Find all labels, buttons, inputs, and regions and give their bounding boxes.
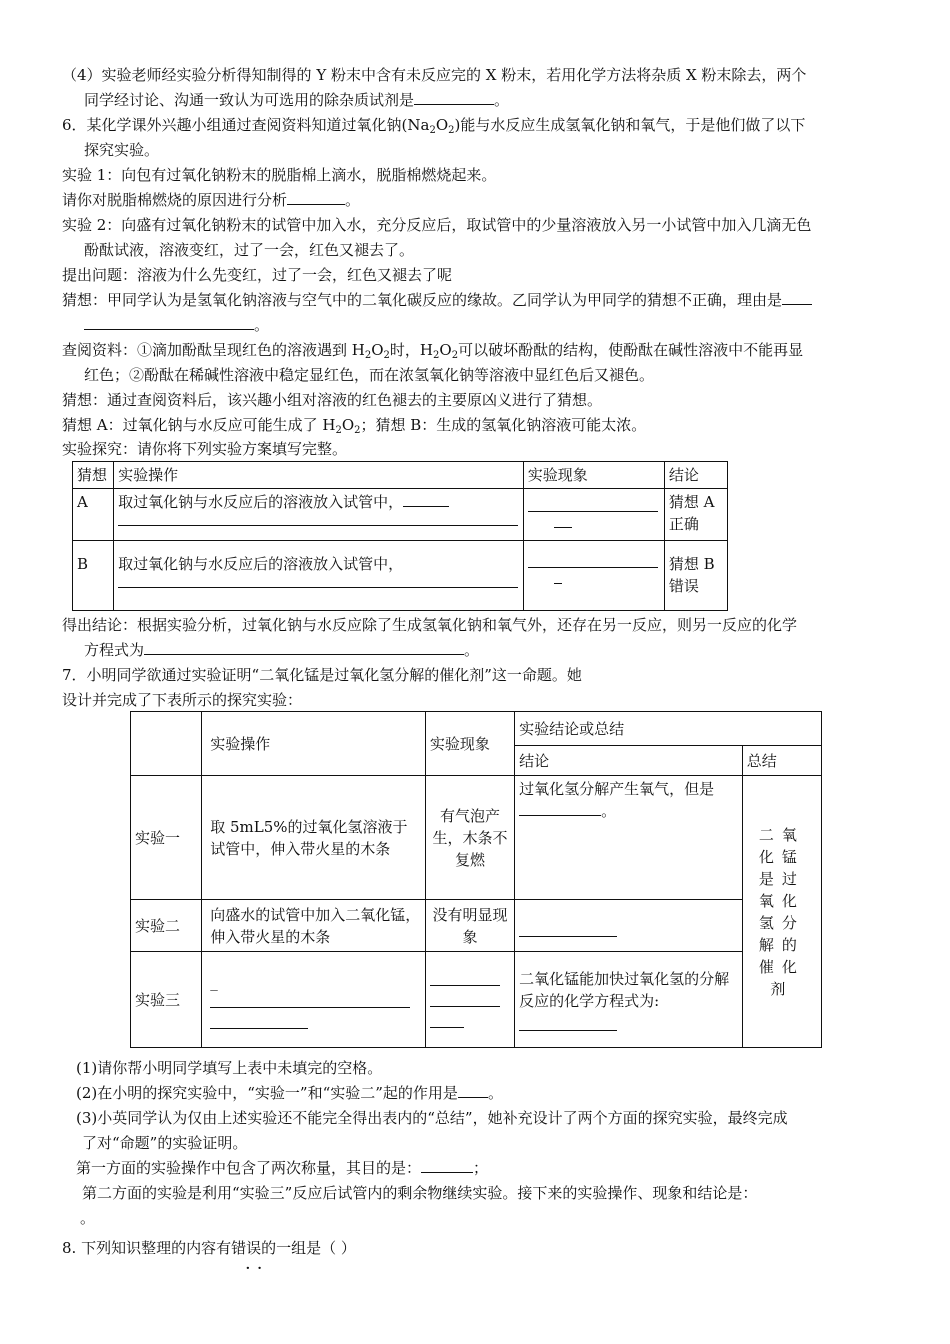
row-name: 实验三 [131, 952, 202, 1048]
op-mark: _ [210, 972, 218, 991]
q6-text: 请你对脱脂棉燃烧的原因进行分析 [62, 191, 288, 209]
q6-ref1 [62, 339, 910, 361]
q7-s4 [76, 1157, 910, 1179]
subscript: 2 [335, 425, 342, 436]
punct: ； [473, 1159, 489, 1177]
subscript: 2 [354, 425, 361, 436]
conclusion-text: 过氧化氢分解产生氧气，但是 [519, 780, 715, 798]
row-phenomenon [425, 952, 514, 1048]
q6-ref2: 红色；②酚酞在稀碱性溶液中稳定显红色，而在浓氢氧化钠等溶液中显红色后又褪色。 [84, 366, 655, 384]
answer-blank[interactable] [528, 553, 658, 568]
subscript: 2 [448, 125, 455, 136]
conclusion-text: 反应的化学方程式为: [519, 992, 660, 1010]
answer-blank[interactable] [528, 491, 658, 512]
punct: 。 [487, 1084, 503, 1102]
header-summary: 总结 [742, 746, 821, 776]
subscript: 2 [451, 350, 459, 361]
q7-s3-line1: (3)小英同学认为仅由上述实验还不能完全得出表内的“总结”，她补充设计了两个方面的探究实验，最终完成 [76, 1109, 788, 1127]
q7-s3-line2: 了对“命题”的实验证明。 [82, 1134, 248, 1152]
answer-blank[interactable] [287, 190, 345, 205]
q6-intro-text: O [435, 116, 449, 134]
empty-header [131, 712, 202, 776]
punct: 。 [345, 191, 361, 209]
row-phenomenon [523, 489, 664, 541]
q6-text: 方程式为 [84, 641, 145, 659]
answer-blank[interactable] [458, 1083, 488, 1098]
header-operation: 实验操作 [202, 712, 426, 776]
q6-text: O [371, 341, 384, 359]
answer-blank[interactable] [782, 290, 812, 305]
row-operation [114, 489, 524, 541]
answer-blank[interactable] [210, 1014, 308, 1029]
q8-question: 8. 下列知识整理的内容有错误的一组是（ ） [62, 1239, 356, 1257]
answer-blank[interactable] [430, 971, 500, 986]
q7-text: (2)在小明的探究实验中，“实验一”和“实验二”起的作用是 [76, 1084, 458, 1102]
q6-text: O [439, 341, 452, 359]
q6-experiment-table [72, 461, 728, 611]
q6-text: ；猜想 B：生成的氢氧化钠溶液可能太浓。 [360, 416, 647, 434]
q6-text: 查阅资料：①滴加酚酞呈现红色的溶液遇到 H [62, 341, 365, 359]
row-conclusion: 猜想 B 错误 [664, 541, 727, 611]
answer-blank[interactable] [430, 992, 500, 1007]
q7-s5: 第二方面的实验是利用“实验三”反应后试管内的剩余物继续实验。接下来的实验操作、现象和结论是： [82, 1184, 758, 1202]
q6-guess2: 猜想：通过查阅资料后，该兴趣小组对溶液的红色褪去的主要原凶义进行了猜想。 [62, 391, 603, 409]
q6-exp2-line1: 实验 2：向盛有过氧化钠粉末的试管中加入水，充分反应后，取试管中的少量溶液放入另一小试管中加入几滴无色 [62, 216, 812, 234]
header-operation: 实验操作 [114, 462, 524, 489]
header-phenomenon: 实验现象 [425, 712, 514, 776]
op-text: 取过氧化钠与水反应后的溶液放入试管中， [118, 555, 404, 573]
answer-blank[interactable] [519, 922, 617, 937]
punct: 。 [254, 316, 270, 334]
answer-blank[interactable] [144, 640, 464, 655]
q6-guess1-line2 [84, 314, 910, 336]
q6-exp1: 实验 1：向包有过氧化钠粉末的脱脂棉上滴水，脱脂棉燃烧起来。 [62, 166, 497, 184]
row-conclusion [515, 900, 743, 952]
summary-cell: 二氧化锰是过氧化氢分解的催化剂 [742, 776, 821, 1048]
row-name: 实验二 [131, 900, 202, 952]
header-conclusion: 结论 [664, 462, 727, 489]
q6-exp1-question [62, 189, 910, 211]
q6-text: 可以破坏酚酞的结构，使酚酞在碱性溶液中不能再显 [458, 341, 804, 359]
punct: 。 [494, 91, 510, 109]
row-phenomenon [523, 541, 664, 611]
q6-text: 猜想：甲同学认为是氢氧化钠溶液与空气中的二氧化碳反应的缘故。乙同学认为甲同学的猜想不正确，理由是 [62, 291, 783, 309]
answer-blank[interactable] [118, 513, 518, 526]
table-row [73, 541, 728, 611]
header-conclusion: 结论 [515, 746, 743, 776]
q6-explore: 实验探究：请你将下列实验方案填写完整。 [62, 440, 348, 458]
q5-4-line2 [84, 89, 910, 111]
answer-blank[interactable] [554, 569, 562, 584]
answer-blank[interactable] [421, 1158, 473, 1173]
row-phenomenon: 没有明显现象 [425, 900, 514, 952]
answer-blank[interactable] [118, 575, 518, 588]
q6-intro1 [62, 114, 910, 136]
row-conclusion: 猜想 A 正确 [664, 489, 727, 541]
q6-exp2-line2: 酚酞试液，溶液变红，过了一会，红色又褪去了。 [84, 241, 415, 259]
answer-blank[interactable] [403, 492, 449, 507]
q6-result2 [84, 639, 910, 661]
header-guess: 猜想 [73, 462, 114, 489]
row-operation [114, 541, 524, 611]
q6-intro2: 探究实验。 [84, 141, 160, 159]
conclusion-text: 二氧化锰能加快过氧化氢的分解 [519, 970, 730, 988]
row-operation: 取 5mL5%的过氧化氢溶液于试管中，伸入带火星的木条 [202, 776, 426, 900]
subscript: 2 [433, 350, 440, 361]
answer-blank[interactable] [210, 993, 410, 1008]
answer-blank[interactable] [554, 513, 572, 528]
row-conclusion [515, 776, 743, 900]
row-phenomenon: 有气泡产生，木条不复燃 [425, 776, 514, 900]
subscript: 2 [383, 350, 390, 361]
q6-guess1 [62, 289, 910, 311]
op-text: 取过氧化钠与水反应后的溶液放入试管中， [118, 493, 404, 511]
row-operation: 向盛水的试管中加入二氧化锰，伸入带火星的木条 [202, 900, 426, 952]
subscript: 2 [429, 125, 436, 136]
q7-intro1: 7．小明同学欲通过实验证明“二氧化锰是过氧化氢分解的催化剂”这一命题。她 [62, 666, 582, 684]
q5-4-text: 同学经讨论、沟通一致认为可选用的除杂质试剂是 [84, 91, 415, 109]
q7-text: 第一方面的实验操作中包含了两次称量，其目的是： [76, 1159, 422, 1177]
q7-s1: (1)请你帮小明同学填写上表中未填完的空格。 [76, 1059, 383, 1077]
row-guess: A [73, 489, 114, 541]
q6-guessAB [62, 414, 910, 436]
answer-blank[interactable] [519, 1016, 617, 1031]
header-phenomenon: 实验现象 [523, 462, 664, 489]
q6-text: 时，H [389, 341, 434, 359]
q7-experiment-table [130, 711, 822, 1048]
row-name: 实验一 [131, 776, 202, 900]
q6-question: 提出问题：溶液为什么先变红，过了一会，红色又褪去了呢 [62, 266, 453, 284]
answer-blank[interactable] [84, 315, 254, 330]
q6-text: 猜想 A：过氧化钠与水反应可能生成了 H [62, 416, 336, 434]
q6-intro-text: 6．某化学课外兴趣小组通过查阅资料知道过氧化钠(Na [62, 116, 430, 134]
table-row [73, 489, 728, 541]
header-conclusion-summary: 实验结论或总结 [515, 712, 822, 746]
answer-blank[interactable] [414, 90, 494, 105]
q7-s5-end: 。 [80, 1209, 96, 1227]
q6-text: O [341, 416, 355, 434]
row-guess: B [73, 541, 114, 611]
q6-intro-text: )能与水反应生成氢氧化钠和氧气，于是他们做了以下 [454, 116, 806, 134]
decorative-dots: ·· [245, 1258, 269, 1279]
answer-blank[interactable] [430, 1013, 464, 1028]
answer-blank[interactable] [519, 801, 601, 816]
q7-intro2: 设计并完成了下表所示的探究实验： [62, 691, 303, 709]
punct: 。 [464, 641, 480, 659]
q7-s2 [76, 1082, 910, 1104]
row-operation [202, 952, 426, 1048]
q5-4-line1: （4）实验老师经实验分析得知制得的 Y 粉末中含有未反应完的 X 粉末，若用化学方法将杂质 X 粉末除去，两个 [62, 66, 807, 84]
subscript: 2 [364, 350, 372, 361]
row-conclusion [515, 952, 743, 1048]
q6-result1: 得出结论：根据实验分析，过氧化钠与水反应除了生成氢氧化钠和氧气外，还存在另一反应，则另一反应的化学 [62, 616, 798, 634]
punct: 。 [601, 802, 617, 820]
